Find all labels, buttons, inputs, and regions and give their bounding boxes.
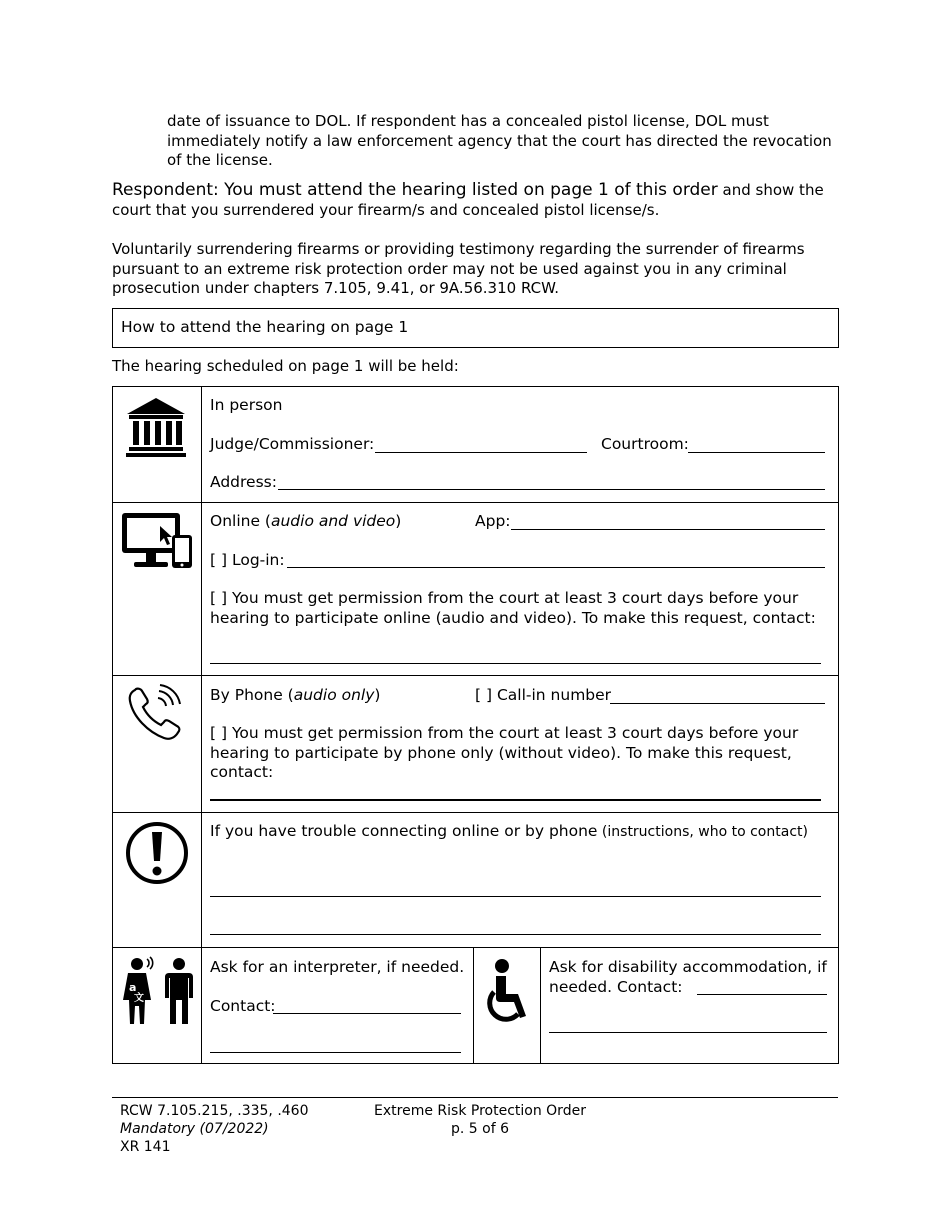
callin-label: Call-in number [496,686,612,704]
app-label: App: [475,512,511,530]
phone-icon [126,684,188,744]
interpreter-contact-label: Contact: [210,997,276,1015]
callin-checkbox[interactable]: [ ] [475,686,493,704]
online-title: Online (audio and video) [210,512,402,530]
judge-label: Judge/Commissioner: [210,435,375,453]
respondent-rest: and show the court that you surrendered your firearm/s and concealed pistol license/s. [112,181,824,219]
callin-row [475,686,611,706]
callin-field[interactable] [610,703,825,704]
disability-contact-field-2[interactable] [549,1032,827,1033]
footer-left [120,1102,309,1156]
courthouse-icon [125,396,187,458]
footer-mandatory: Mandatory (07/2022) [120,1121,269,1137]
hearing-section-title: How to attend the hearing on page 1 [121,318,409,336]
interpreter-text: Ask for an interpreter, if needed. [210,958,465,976]
voluntary-surrender-text: Voluntarily surrendering firearms or providing testimony regarding the surrender of firearms pursuant to an extreme risk protection order may not be used against you in any criminal prosecution under chapters 7.105, 9.41, or 9A.56.310 RCW. [112,240,805,297]
computer-tablet-icon [120,510,194,570]
login-row [210,551,285,571]
trouble-text: If you have trouble connecting online or by phone (instructions, who to contact) [210,822,808,840]
footer-center [340,1102,620,1138]
login-checkbox[interactable]: [ ] [210,551,228,569]
login-field[interactable] [287,567,825,568]
address-field[interactable] [278,489,825,490]
exclamation-icon [125,821,189,885]
respondent-notice [112,181,838,220]
login-label: Log-in: [231,551,285,569]
phone-contact-field[interactable] [210,799,821,801]
footer-rcw: RCW 7.105.215, .335, .460 [120,1103,309,1119]
continuation-text: date of issuance to DOL. If respondent has a concealed pistol license, DOL must immediately notify a law enforcement agency that the court has directed the revocation of the license. [167,112,832,169]
disability-text: Ask for disability accommodation, if needed. Contact: [549,958,827,996]
trouble-field-1[interactable] [210,896,821,897]
address-label: Address: [210,473,277,491]
respondent-lead: Respondent: You must attend the hearing listed on page 1 of this order [112,180,718,200]
phone-permission: [ ] You must get permission from the court at least 3 court days before your hearing to participate by phone only (without video). To make this request, contact: [210,724,799,781]
online-permission-checkbox[interactable]: [ ] [210,589,228,607]
trouble-field-2[interactable] [210,934,821,935]
hearing-lead: The hearing scheduled on page 1 will be held: [112,357,459,375]
footer-form: XR 141 [120,1139,171,1155]
judge-field[interactable] [375,452,587,453]
wheelchair-icon [482,958,530,1030]
courtroom-label: Courtroom: [601,435,689,453]
footer-rule [112,1097,838,1098]
phone-permission-checkbox[interactable]: [ ] [210,724,228,742]
in-person-title: In person [210,396,283,414]
interpreter-icon [119,956,197,1026]
courtroom-field[interactable] [688,452,825,453]
online-permission: [ ] You must get permission from the court at least 3 court days before your hearing to participate online (audio and video). To make this request, contact: [210,589,816,627]
interpreter-contact-field-2[interactable] [210,1052,461,1053]
interpreter-contact-field[interactable] [273,1013,461,1014]
svg-text:a: a [129,981,137,994]
footer-page: p. 5 of 6 [451,1121,509,1137]
app-field[interactable] [511,529,825,530]
footer-title: Extreme Risk Protection Order [374,1103,586,1119]
disability-contact-field[interactable] [697,994,827,995]
phone-title: By Phone (audio only) [210,686,381,704]
online-contact-field[interactable] [210,663,821,664]
hearing-section-header [112,308,839,348]
svg-text:文: 文 [134,993,144,1004]
